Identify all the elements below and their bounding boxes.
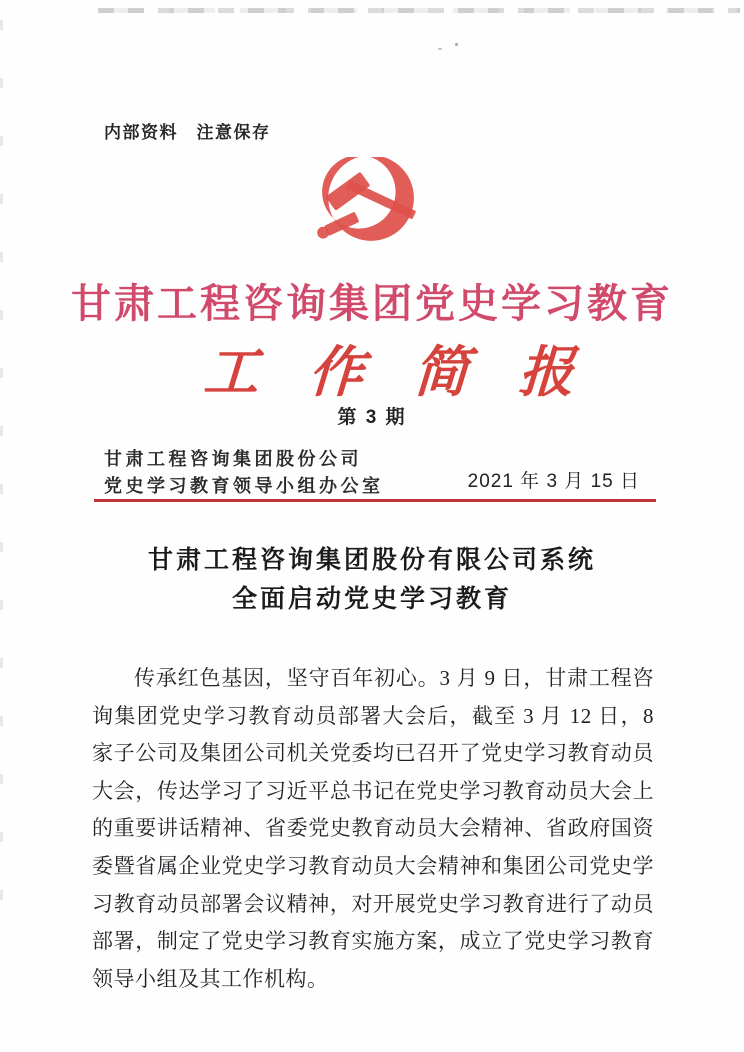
publisher-line-2: 党史学习教育领导小组办公室	[104, 476, 384, 496]
masthead-divider-rule	[94, 499, 656, 502]
party-emblem-icon	[316, 157, 418, 241]
bulletin-char: 工	[202, 339, 261, 404]
publisher-line-1: 甘肃工程咨询集团股份公司	[104, 449, 362, 469]
article-title	[0, 541, 744, 619]
issue-date: 2021 年 3 月 15 日	[467, 471, 640, 492]
issue-number: 第 3 期	[337, 407, 407, 428]
publisher-block	[104, 446, 384, 500]
article-body	[92, 660, 654, 998]
scan-artifact-top	[98, 8, 740, 13]
bulletin-char: 作	[307, 339, 366, 404]
scan-artifact-speck	[455, 43, 458, 46]
article-paragraph: 传承红色基因，坚守百年初心。3 月 9 日，甘肃工程咨询集团党史学习教育动员部署大会后，截至 3 月 12 日，8 家子公司及集团公司机关党委均已召开了党史学习教育动员大会，传达学习了习近平总书记在党史学习教育动员大会上的重要讲话精神、省委党史教育动员大会精神、省政府国资委暨省属企业党史学习教育动员大会精神和集团公司党史学习教育动员部署会议精神，对开展党史学习教育进行了动员部署，制定了党史学习教育实施方案，成立了党史学习教育领导小组及其工作机构。	[92, 666, 654, 991]
bulletin-char: 简	[412, 339, 471, 404]
scan-artifact-left	[0, 20, 3, 920]
scan-artifact-speck	[438, 48, 442, 50]
bulletin-name-calligraphy	[0, 328, 744, 407]
article-title-line-2: 全面启动党史学习教育	[231, 585, 512, 613]
confidential-note: 内部资料 注意保存	[104, 123, 271, 142]
article-title-line-1: 甘肃工程咨询集团股份有限公司系统	[147, 546, 596, 574]
masthead-org-title: 甘肃工程咨询集团党史学习教育	[71, 282, 673, 326]
bulletin-char: 报	[517, 339, 576, 404]
